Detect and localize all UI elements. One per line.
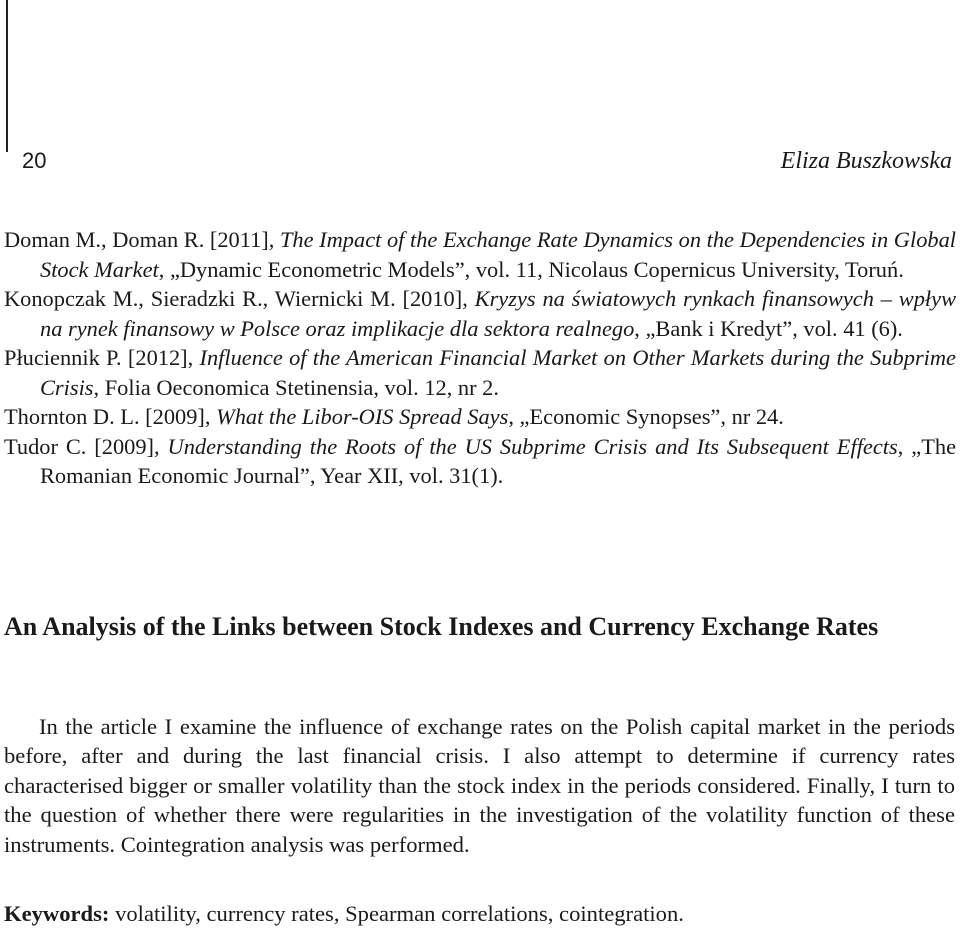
reference-source: , Folia Oeconomica Stetinensia, vol. 12, nr 2. [93,374,499,400]
margin-rule [6,0,8,152]
abstract-text: In the article I examine the influence of exchange rates on the Polish capital market in the periods before, after and during the last financial crisis. I also attempt to determine if currency rates characterised bigger or smaller volatility than the stock index in the periods considered. Finally, I turn to the question of whether there were regularities in the investigation of the volatility function of these instruments. Cointegration analysis was performed. [4,714,955,857]
reference-item [4,284,956,343]
reference-source: , „Economic Synopses”, nr 24. [508,404,784,429]
reference-authors: Thornton D. L. [2009], [4,404,217,429]
reference-item [4,225,956,284]
reference-title: The Impact of the Exchange Rate Dynamics on the Dependencies in Global Stock Market [40,227,956,282]
article-title: An Analysis of the Links between Stock Indexes and Currency Exchange Rates [4,612,879,641]
reference-title: What the Libor-OIS Spread Says [216,404,509,429]
page-number: 20 [22,148,47,173]
page-header [22,146,952,180]
reference-authors: Doman M., Doman R. [2011], [4,227,280,252]
reference-item [4,402,956,432]
keywords-label: Keywords: [4,901,110,926]
reference-item [4,343,956,402]
reference-list [4,225,956,491]
reference-title: Influence of the American Financial Market on Other Markets during the Subprime Crisis [40,345,956,400]
keywords-line [4,899,955,928]
reference-source: , „Bank i Kredyt”, vol. 41 (6). [634,315,903,341]
reference-authors: Konopczak M., Sieradzki R., Wiernicki M. [2010], [4,286,475,311]
reference-authors: Tudor C. [2009], [4,433,168,459]
reference-item [4,432,956,491]
reference-source: , „The Romanian Economic Journal”, Year XII, vol. 31(1). [40,433,957,488]
running-head-author: Eliza Buszkowska [780,148,952,174]
reference-title: Understanding the Roots of the US Subprime Crisis and Its Subsequent Effects [167,433,898,459]
reference-authors: Płuciennik P. [2012], [4,345,200,370]
keywords-list: volatility, currency rates, Spearman correlations, cointegration. [109,901,684,926]
reference-title: Kryzys na światowych rynkach finansowych – wpływ na rynek finansowy w Polsce oraz implikacje dla sektora realnego [40,286,957,341]
reference-source: , „Dynamic Econometric Models”, vol. 11, Nicolaus Copernicus University, Toruń. [158,256,904,282]
